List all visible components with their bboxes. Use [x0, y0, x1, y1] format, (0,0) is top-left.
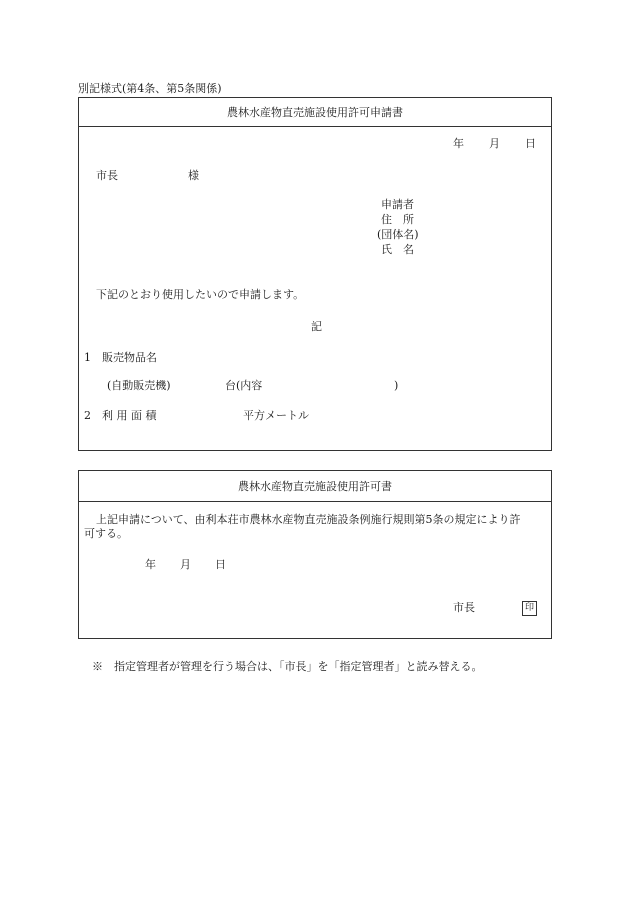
- units-content-label: 台(内容: [225, 379, 263, 392]
- applicant-address-label: 住 所: [381, 213, 414, 226]
- request-text: 下記のとおり使用したいので申請します。: [96, 288, 305, 301]
- item1-label: 1 販売物品名: [84, 351, 157, 364]
- applicant-group-label: (団体名): [377, 228, 419, 241]
- form-reference-note: 別記様式(第4条、第5条関係): [78, 82, 222, 95]
- honorific-label: 様: [188, 169, 199, 182]
- application-form: [78, 97, 552, 451]
- seal-mark: 印: [522, 601, 537, 616]
- permit-date-year: 年: [145, 558, 156, 571]
- date-day-label: 日: [525, 137, 536, 150]
- applicant-name-label: 氏 名: [381, 243, 414, 256]
- vending-machine-label: (自動販売機): [107, 379, 171, 392]
- area-unit-label: 平方メートル: [243, 409, 309, 422]
- permit-form: [78, 470, 552, 639]
- application-title: 農林水産物直売施設使用許可申請書: [79, 98, 551, 127]
- permit-date-day: 日: [215, 558, 226, 571]
- addressee-label: 市長: [96, 169, 118, 182]
- permit-title: 農林水産物直売施設使用許可書: [79, 471, 551, 502]
- permit-body-line1: 上記申請について、由利本荘市農林水産物直売施設条例施行規則第5条の規定により許: [96, 513, 521, 526]
- permit-date-month: 月: [180, 558, 191, 571]
- date-year-label: 年: [453, 137, 464, 150]
- content-close-paren: ): [394, 379, 399, 392]
- footnote: ※ 指定管理者が管理を行う場合は、「市長」を「指定管理者」と読み替える。: [92, 660, 483, 673]
- ki-label: 記: [311, 320, 322, 333]
- permit-signer: 市長: [453, 601, 475, 614]
- permit-body-line2: 可する。: [84, 527, 128, 540]
- date-month-label: 月: [489, 137, 500, 150]
- item2-label: 2 利 用 面 積: [84, 409, 157, 422]
- applicant-label: 申請者: [381, 198, 414, 211]
